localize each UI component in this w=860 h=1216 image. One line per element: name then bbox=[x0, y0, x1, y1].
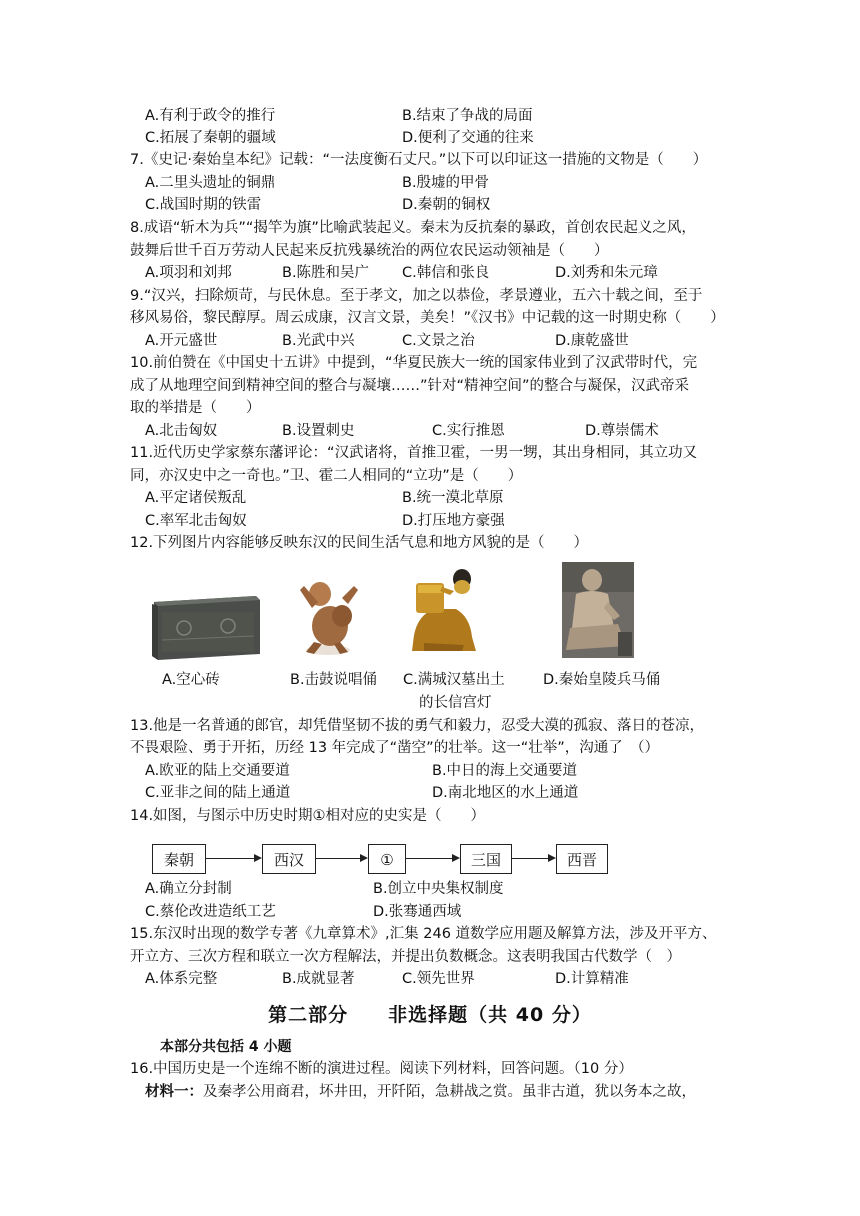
q6-option-d: D.便利了交通的往来 bbox=[402, 130, 534, 146]
q11-option-c: C.率军北击匈奴 bbox=[145, 513, 247, 529]
q15-stem-line2: 开立方、三次方程和联立一次方程解法，并提出负数概念。这表明我国古代数学（ ） bbox=[130, 949, 681, 965]
q7-option-b: B.殷墟的甲骨 bbox=[402, 175, 490, 191]
q14-option-b: B.创立中央集权制度 bbox=[373, 881, 504, 897]
q8-stem-line1: 8.成语“斩木为兵”“揭竿为旗”比喻武装起义。秦末为反抗秦的暴政，首创农民起义之风， bbox=[130, 220, 696, 236]
q13-option-d: D.南北地区的水上通道 bbox=[432, 785, 579, 801]
q14-stem: 14.如图，与图示中历史时期①相对应的史实是（ ） bbox=[130, 808, 486, 824]
q8-option-c: C.韩信和张良 bbox=[402, 265, 490, 281]
q12-stem: 12.下列图片内容能够反映东汉的民间生活气息和地方风貌的是（ ） bbox=[130, 535, 589, 551]
q12-caption-a: A.空心砖 bbox=[162, 672, 220, 688]
q10-option-c: C.实行推恩 bbox=[432, 423, 505, 439]
q9-option-b: B.光武中兴 bbox=[282, 333, 355, 349]
q12-caption-c-line2: 的长信宫灯 bbox=[419, 695, 492, 711]
q6-option-c: C.拓展了秦朝的疆域 bbox=[145, 130, 276, 146]
part2-note: 本部分共包括 4 小题 bbox=[160, 1039, 292, 1055]
q9-stem-line2: 移风易俗，黎民醇厚。周云成康，汉言文景，美矣！”《汉书》中记载的这一时期史称（ ） bbox=[130, 310, 725, 326]
timeline-box-period-1: ① bbox=[368, 844, 406, 874]
timeline-box-western-han: 西汉 bbox=[262, 844, 316, 874]
q10-option-d: D.尊崇儒术 bbox=[585, 423, 659, 439]
timeline-box-three-kingdoms: 三国 bbox=[460, 844, 512, 874]
material-label: 材料一： bbox=[145, 1084, 203, 1100]
q12-caption-b: B.击鼓说唱俑 bbox=[290, 672, 378, 688]
q9-stem-line1: 9.“汉兴，扫除烦苛，与民休息。至于孝文，加之以恭俭，孝景遵业，五六十载之间，至于 bbox=[130, 288, 703, 304]
terracotta-warrior-image bbox=[562, 562, 634, 658]
q16-material-1 bbox=[145, 1082, 696, 1102]
timeline-arrow bbox=[406, 858, 458, 859]
q11-stem-line1: 11.近代历史学家蔡东藩评论：“汉武诸将，首推卫霍，一男一甥，其出身相同，其立功又 bbox=[130, 445, 698, 461]
q9-option-a: A.开元盛世 bbox=[145, 333, 218, 349]
q7-option-a: A.二里头遗址的铜鼎 bbox=[145, 175, 276, 191]
q10-option-a: A.北击匈奴 bbox=[145, 423, 218, 439]
q8-stem-line2: 鼓舞后世千百万劳动人民起来反抗残暴统治的两位农民运动领袖是（ ） bbox=[130, 243, 609, 259]
q10-stem-line2: 成了从地理空间到精神空间的整合与凝壤……”针对“精神空间”的整合与凝保，汉武帝采 bbox=[130, 378, 690, 394]
timeline-arrow bbox=[512, 858, 554, 859]
q14-option-c: C.蔡伦改进造纸工艺 bbox=[145, 904, 276, 920]
q15-stem-line1: 15.东汉时出现的数学专著《九章算术》,汇集 246 道数学应用题及解算方法，涉及开平方、 bbox=[130, 926, 717, 942]
q14-option-a: A.确立分封制 bbox=[145, 881, 232, 897]
drum-storyteller-figurine-image bbox=[292, 568, 362, 656]
q15-option-a: A.体系完整 bbox=[145, 971, 218, 987]
material-text: 及秦孝公用商君，坏井田，开阡陌，急耕战之赏。虽非古道，犹以务本之故， bbox=[203, 1084, 696, 1100]
q11-stem-line2: 同，亦汉史中之一奇也。”卫、霍二人相同的“立功”是（ ） bbox=[130, 468, 523, 484]
q12-caption-d: D.秦始皇陵兵马俑 bbox=[543, 672, 661, 688]
q8-option-a: A.项羽和刘邦 bbox=[145, 265, 232, 281]
q15-option-d: D.计算精准 bbox=[555, 971, 629, 987]
q10-option-b: B.设置刺史 bbox=[282, 423, 355, 439]
part2-title: 第二部分 非选择题（共 40 分） bbox=[268, 1004, 592, 1026]
q9-option-d: D.康乾盛世 bbox=[555, 333, 629, 349]
timeline-box-western-jin: 西晋 bbox=[556, 844, 608, 874]
q8-option-d: D.刘秀和朱元璋 bbox=[555, 265, 658, 281]
q7-option-d: D.秦朝的铜权 bbox=[402, 197, 491, 213]
q7-option-c: C.战国时期的铁雷 bbox=[145, 197, 262, 213]
q7-stem: 7.《史记·秦始皇本纪》记载：“一法度衡石丈尺。”以下可以印证这一措施的文物是（ ） bbox=[130, 152, 708, 168]
q12-caption-c-line1: C.满城汉墓出土 bbox=[403, 672, 505, 688]
q11-option-a: A.平定诸侯叛乱 bbox=[145, 490, 247, 506]
q11-option-b: B.统一漠北草原 bbox=[402, 490, 504, 506]
q15-option-b: B.成就显著 bbox=[282, 971, 355, 987]
timeline-arrow bbox=[316, 858, 366, 859]
q8-option-b: B.陈胜和吴广 bbox=[282, 265, 370, 281]
timeline-arrow bbox=[206, 858, 260, 859]
q14-option-d: D.张骞通西域 bbox=[373, 904, 462, 920]
q16-stem: 16.中国历史是一个连绵不断的演进过程。阅读下列材料，回答问题。（10 分） bbox=[130, 1061, 633, 1077]
q13-option-b: B.中日的海上交通要道 bbox=[432, 763, 578, 779]
q9-option-c: C.文景之治 bbox=[402, 333, 475, 349]
changxin-palace-lamp-image bbox=[404, 565, 488, 657]
timeline-box-qin: 秦朝 bbox=[152, 844, 206, 874]
q15-option-c: C.领先世界 bbox=[402, 971, 475, 987]
q6-option-a: A.有利于政令的推行 bbox=[145, 108, 276, 124]
q13-stem-line2: 不畏艰险、勇于开拓，历经 13 年完成了“凿空”的壮举。这一“壮举”，沟通了 （） bbox=[130, 740, 659, 756]
q6-option-b: B.结束了争战的局面 bbox=[402, 108, 533, 124]
q10-stem-line1: 10.前伯赞在《中国史十五讲》中提到，“华夏民族大一统的国家伟业到了汉武带时代，完 bbox=[130, 355, 698, 371]
q10-stem-line3: 取的举措是（ ） bbox=[130, 400, 261, 416]
q13-stem-line1: 13.他是一名普通的郎官，却凭借坚韧不拔的勇气和毅力，忍受大漠的孤寂、落日的苍凉， bbox=[130, 718, 705, 734]
q13-option-c: C.亚非之间的陆上通道 bbox=[145, 785, 291, 801]
hollow-brick-image bbox=[148, 590, 264, 662]
q13-option-a: A.欧亚的陆上交通要道 bbox=[145, 763, 290, 779]
q11-option-d: D.打压地方豪强 bbox=[402, 513, 505, 529]
